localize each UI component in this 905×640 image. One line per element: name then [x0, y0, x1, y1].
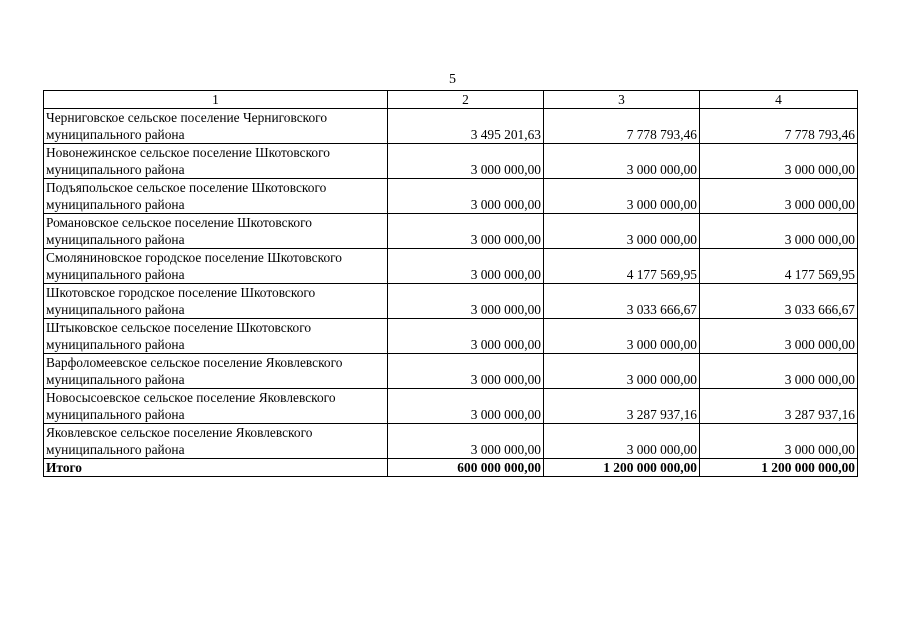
settlement-name-line: муниципального района: [46, 442, 185, 457]
total-col2-cell: 600 000 000,00: [388, 459, 544, 477]
total-col3-cell: 1 200 000 000,00: [544, 459, 700, 477]
amount-col4-cell: 7 778 793,46: [700, 109, 858, 144]
amount-col2-cell: 3 000 000,00: [388, 389, 544, 424]
settlement-name-cell: [44, 389, 388, 424]
column-header-2: 2: [388, 91, 544, 109]
settlement-name-cell: [44, 424, 388, 459]
table-row: [44, 424, 858, 459]
budget-allocation-table: [43, 90, 858, 477]
settlement-name-line: муниципального района: [46, 127, 185, 142]
amount-col4-cell: 3 000 000,00: [700, 179, 858, 214]
amount-col4-cell: 3 000 000,00: [700, 354, 858, 389]
amount-col3-cell: 3 000 000,00: [544, 214, 700, 249]
table-row: [44, 144, 858, 179]
amount-col3-cell: 3 000 000,00: [544, 354, 700, 389]
settlement-name-cell: [44, 179, 388, 214]
page-number: 5: [449, 72, 456, 87]
settlement-name-line: муниципального района: [46, 197, 185, 212]
settlement-name-cell: [44, 284, 388, 319]
table-header-row: [44, 91, 858, 109]
amount-col3-cell: 3 000 000,00: [544, 319, 700, 354]
settlement-name-line: муниципального района: [46, 302, 185, 317]
total-label-cell: Итого: [44, 459, 388, 477]
column-header-3: 3: [544, 91, 700, 109]
amount-col3-cell: 7 778 793,46: [544, 109, 700, 144]
settlement-name-line: Романовское сельское поселение Шкотовского: [46, 215, 312, 230]
amount-col4-cell: 3 000 000,00: [700, 424, 858, 459]
table-row: [44, 319, 858, 354]
amount-col4-cell: 3 287 937,16: [700, 389, 858, 424]
table-row: [44, 389, 858, 424]
settlement-name-cell: [44, 249, 388, 284]
total-col4-cell: 1 200 000 000,00: [700, 459, 858, 477]
amount-col3-cell: 3 287 937,16: [544, 389, 700, 424]
amount-col4-cell: 4 177 569,95: [700, 249, 858, 284]
settlement-name-line: муниципального района: [46, 232, 185, 247]
settlement-name-cell: [44, 109, 388, 144]
settlement-name-line: муниципального района: [46, 267, 185, 282]
settlement-name-line: Новонежинское сельское поселение Шкотовского: [46, 145, 330, 160]
settlement-name-line: Варфоломеевское сельское поселение Яковлевского: [46, 355, 343, 370]
settlement-name-line: Штыковское сельское поселение Шкотовского: [46, 320, 312, 335]
amount-col2-cell: 3 495 201,63: [388, 109, 544, 144]
settlement-name-cell: [44, 144, 388, 179]
amount-col3-cell: 3 033 666,67: [544, 284, 700, 319]
settlement-name-line: Новосысоевское сельское поселение Яковлевского: [46, 390, 336, 405]
amount-col2-cell: 3 000 000,00: [388, 354, 544, 389]
settlement-name-line: муниципального района: [46, 337, 185, 352]
settlement-name-cell: [44, 214, 388, 249]
amount-col4-cell: 3 000 000,00: [700, 214, 858, 249]
settlement-name-line: муниципального района: [46, 372, 185, 387]
table-row: [44, 354, 858, 389]
amount-col3-cell: 3 000 000,00: [544, 179, 700, 214]
settlement-name-cell: [44, 319, 388, 354]
settlement-name-line: муниципального района: [46, 162, 185, 177]
amount-col3-cell: 3 000 000,00: [544, 424, 700, 459]
settlement-name-line: муниципального района: [46, 407, 185, 422]
table-row: [44, 284, 858, 319]
table-row: [44, 214, 858, 249]
amount-col4-cell: 3 000 000,00: [700, 144, 858, 179]
amount-col2-cell: 3 000 000,00: [388, 319, 544, 354]
settlement-name-line: Шкотовское городское поселение Шкотовского: [46, 285, 316, 300]
settlement-name-line: Яковлевское сельское поселение Яковлевского: [46, 425, 313, 440]
settlement-name-line: Подъяпольское сельское поселение Шкотовского: [46, 180, 327, 195]
amount-col2-cell: 3 000 000,00: [388, 144, 544, 179]
settlement-name-cell: [44, 354, 388, 389]
settlement-name-line: Черниговское сельское поселение Черниговского: [46, 110, 328, 125]
table-row: [44, 109, 858, 144]
column-header-4: 4: [700, 91, 858, 109]
table-row: [44, 249, 858, 284]
settlement-name-line: Смоляниновское городское поселение Шкотовского: [46, 250, 342, 265]
amount-col2-cell: 3 000 000,00: [388, 284, 544, 319]
total-row: [44, 459, 858, 477]
amount-col2-cell: 3 000 000,00: [388, 179, 544, 214]
amount-col2-cell: 3 000 000,00: [388, 214, 544, 249]
column-header-1: 1: [44, 91, 388, 109]
amount-col2-cell: 3 000 000,00: [388, 424, 544, 459]
amount-col3-cell: 4 177 569,95: [544, 249, 700, 284]
amount-col2-cell: 3 000 000,00: [388, 249, 544, 284]
amount-col4-cell: 3 000 000,00: [700, 319, 858, 354]
amount-col4-cell: 3 033 666,67: [700, 284, 858, 319]
table-row: [44, 179, 858, 214]
amount-col3-cell: 3 000 000,00: [544, 144, 700, 179]
